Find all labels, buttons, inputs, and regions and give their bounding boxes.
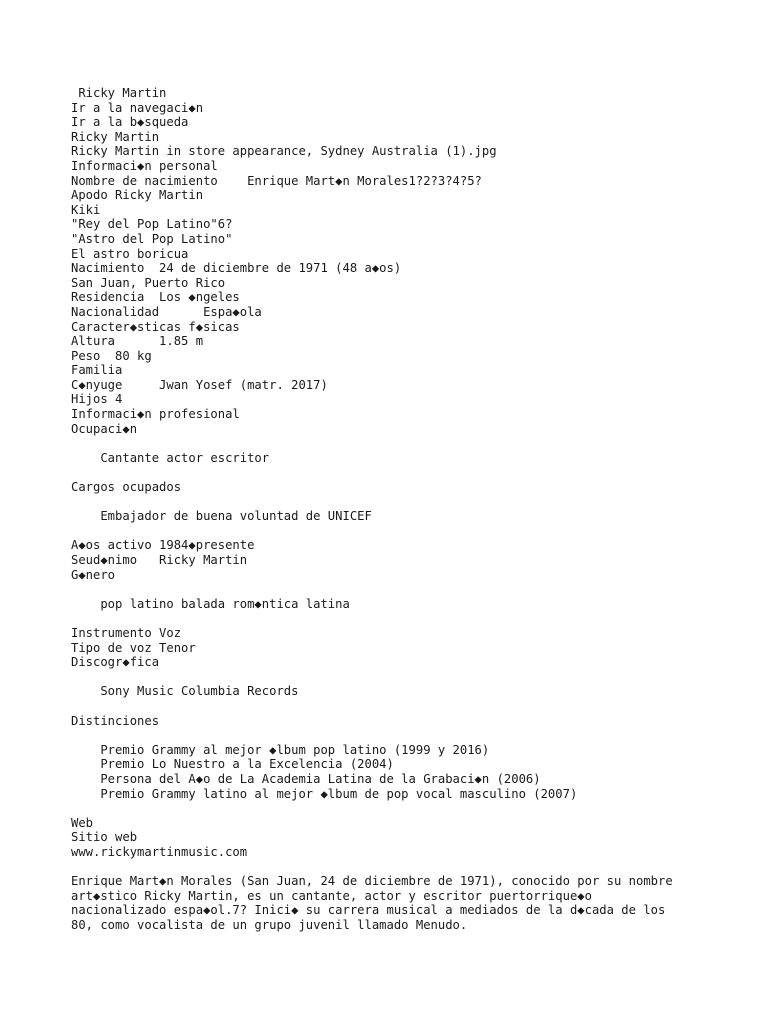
blank-line <box>71 436 748 451</box>
genre-list: pop latino balada rom◆ntica latina <box>71 596 350 611</box>
blank-line <box>71 728 748 743</box>
label-list: Sony Music Columbia Records <box>71 684 299 699</box>
nickname-value: "Rey del Pop Latino"6? <box>71 217 233 232</box>
section-heading-professional: Informaci◆n profesional <box>71 407 240 422</box>
occupation-label: Ocupaci◆n <box>71 421 138 436</box>
blank-line <box>71 801 748 816</box>
blank-line <box>71 524 748 539</box>
nickname-value: El astro boricua <box>71 246 189 261</box>
birth-place: San Juan, Puerto Rico <box>71 275 226 290</box>
years-active-row: A◆os activo 1984◆presente <box>71 538 255 553</box>
occupation-list: Cantante actor escritor <box>71 450 270 465</box>
intro-paragraph-line: art◆stico Ricky Martin, es un cantante, actor y escritor puertorrique◆o <box>71 888 592 903</box>
infobox-image-caption[interactable]: Ricky Martin in store appearance, Sydney Australia (1).jpg <box>71 144 497 159</box>
skip-to-search-link[interactable]: Ir a la b◆squeda <box>71 115 189 130</box>
blank-line <box>71 699 748 714</box>
section-heading-personal-info: Informaci◆n personal <box>71 158 218 173</box>
positions-label: Cargos ocupados <box>71 480 182 495</box>
award-item: Premio Lo Nuestro a la Excelencia (2004) <box>71 757 394 772</box>
award-item: Premio Grammy al mejor ◆lbum pop latino (1999 y 2016) <box>71 742 490 757</box>
blank-line <box>71 465 748 480</box>
intro-paragraph-line: Enrique Mart◆n Morales (San Juan, 24 de diciembre de 1971), conocido por su nombre <box>71 874 673 889</box>
nationality-row: Nacionalidad Espa◆ola <box>71 304 262 319</box>
award-item: Premio Grammy latino al mejor ◆lbum de pop vocal masculino (2007) <box>71 786 578 801</box>
section-heading-physical: Caracter◆sticas f◆sicas <box>71 319 240 334</box>
nickname-value: Kiki <box>71 202 101 217</box>
award-item: Persona del A◆o de La Academia Latina de la Grabaci◆n (2006) <box>71 771 541 786</box>
positions-list: Embajador de buena voluntad de UNICEF <box>71 509 372 524</box>
web-heading: Web <box>71 815 94 830</box>
children-row: Hijos 4 <box>71 392 123 407</box>
blank-line <box>71 611 748 626</box>
voice-type-row: Tipo de voz Tenor <box>71 640 196 655</box>
birth-name-row: Nombre de nacimiento Enrique Mart◆n Morales1?2?3?4?5? <box>71 173 482 188</box>
blank-line <box>71 582 748 597</box>
intro-paragraph-line: nacionalizado espa◆ol.7? Inici◆ su carrera musical a mediados de la d◆cada de los <box>71 903 666 918</box>
blank-line <box>71 495 748 510</box>
awards-label: Distinciones <box>71 713 160 728</box>
height-row: Altura 1.85 m <box>71 334 204 349</box>
nickname-value: "Astro del Pop Latino" <box>71 231 233 246</box>
skip-to-navigation-link[interactable]: Ir a la navegaci◆n <box>71 100 204 115</box>
blank-line <box>71 859 748 874</box>
intro-paragraph-line: 80, como vocalista de un grupo juvenil llamado Menudo. <box>71 917 468 932</box>
section-heading-family: Familia <box>71 363 123 378</box>
genre-label: G◆nero <box>71 567 116 582</box>
instrument-row: Instrumento Voz <box>71 625 182 640</box>
blank-line <box>71 670 748 685</box>
nickname-row: Apodo Ricky Martin <box>71 188 204 203</box>
website-label: Sitio web <box>71 830 138 845</box>
infobox-title: Ricky Martin <box>71 129 160 144</box>
spouse-row: C◆nyuge Jwan Yosef (matr. 2017) <box>71 377 328 392</box>
pseudonym-row: Seud◆nimo Ricky Martin <box>71 553 248 567</box>
document-title: Ricky Martin <box>71 86 167 100</box>
label-heading: Discogr◆fica <box>71 655 160 670</box>
website-link[interactable]: www.rickymartinmusic.com <box>71 844 248 859</box>
document-text <box>71 86 748 932</box>
weight-row: Peso 80 kg <box>71 348 152 363</box>
residence-row: Residencia Los ◆ngeles <box>71 290 240 305</box>
birth-row: Nacimiento 24 de diciembre de 1971 (48 a◆os) <box>71 261 402 276</box>
